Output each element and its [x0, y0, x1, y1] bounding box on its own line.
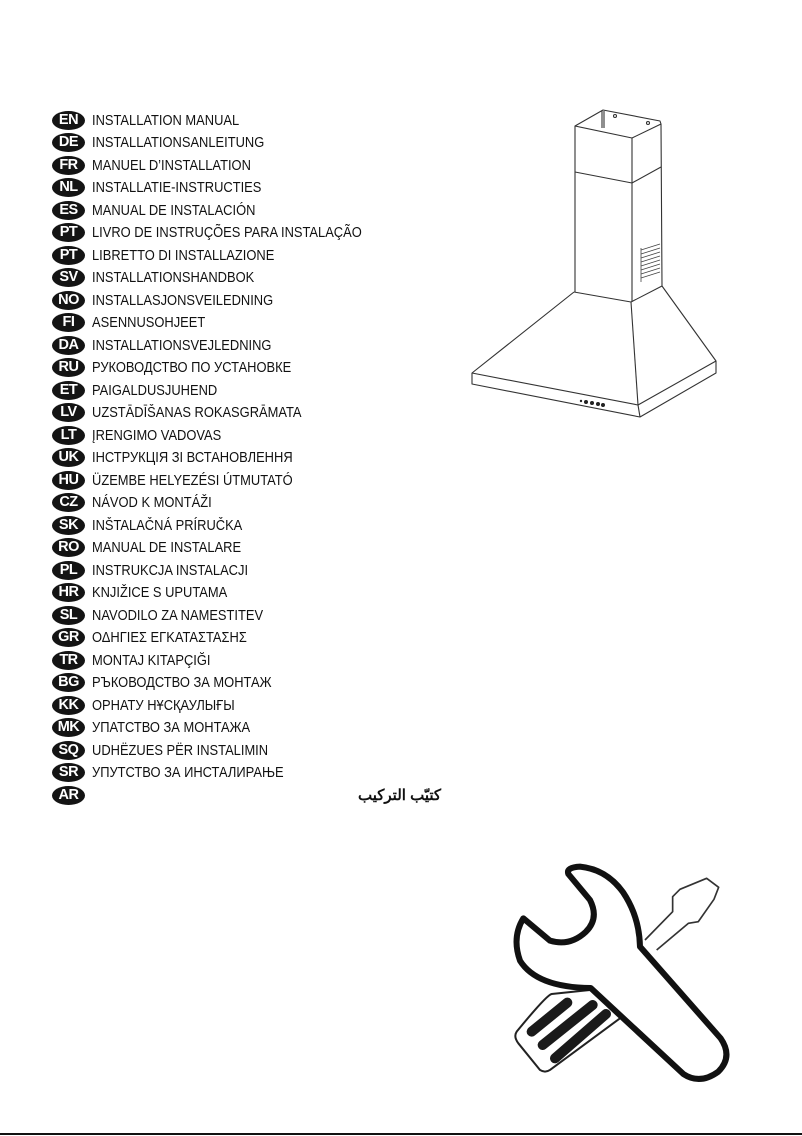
manual-title: UDHËZUES PËR INSTALIMIN — [92, 741, 269, 759]
manual-title: УПУТСТВО ЗА ИНСТАЛИРАЊЕ — [92, 764, 284, 782]
manual-title: ΟΔΗΓΙΕΣ ΕΓΚΑΤΑΣΤΑΣΗΣ — [92, 629, 247, 647]
wrench-screwdriver-icon — [515, 867, 726, 1079]
language-code-badge: PL — [52, 561, 85, 580]
language-code-badge: ES — [52, 201, 85, 220]
vent-grille — [641, 244, 660, 282]
language-code-badge: SL — [52, 606, 85, 625]
language-code-badge: PT — [52, 223, 85, 242]
manual-title: MONTAJ KITAPÇIĞI — [92, 651, 211, 669]
manual-title: INSTALLATIONSHANDBOK — [92, 269, 255, 287]
language-code-badge: TR — [52, 651, 85, 670]
manual-title: MANUAL DE INSTALARE — [92, 539, 242, 557]
manual-title: KNJIŽICE S UPUTAMA — [92, 584, 228, 602]
manual-title: INSTALLASJONSVEILEDNING — [92, 291, 274, 309]
manual-title: INSTALLATIE-INSTRUCTIES — [92, 179, 262, 197]
manual-title: РУКОВОДСТВО ПО УСТАНОВКЕ — [92, 359, 292, 377]
manual-title: LIBRETTO DI INSTALLAZIONE — [92, 246, 275, 264]
language-code-badge: LV — [52, 403, 85, 422]
language-code-badge: HU — [52, 471, 85, 490]
bottom-rule — [0, 1133, 802, 1135]
language-code-badge: BG — [52, 673, 85, 692]
manual-title: INSTALLATION MANUAL — [92, 111, 240, 129]
language-code-badge: UK — [52, 448, 85, 467]
manual-title: PAIGALDUSJUHEND — [92, 381, 218, 399]
language-code-badge: KK — [52, 696, 85, 715]
manual-title: NÁVOD K MONTÁŽI — [92, 494, 212, 512]
manual-title: INŠTALAČNÁ PRÍRUČKA — [92, 516, 243, 534]
language-code-badge: SV — [52, 268, 85, 287]
manual-title: ÜZEMBE HELYEZÉSI ÚTMUTATÓ — [92, 471, 293, 489]
language-code-badge: AR — [52, 786, 85, 805]
language-code-badge: DA — [52, 336, 85, 355]
language-code-badge: SK — [52, 516, 85, 535]
language-code-badge: SR — [52, 763, 85, 782]
language-code-badge: NO — [52, 291, 85, 310]
manual-title: MANUEL D’INSTALLATION — [92, 156, 251, 174]
language-code-badge: DE — [52, 133, 85, 152]
manual-title: УПАТСТВО ЗА МОНТАЖА — [92, 719, 251, 737]
manual-title: MANUAL DE INSTALACIÓN — [92, 201, 256, 219]
language-code-badge: FI — [52, 313, 85, 332]
language-code-badge: LT — [52, 426, 85, 445]
cooker-hood-drawing — [472, 110, 716, 417]
manual-title: ĮRENGIMO VADOVAS — [92, 426, 222, 444]
manual-title: INSTRUKCJA INSTALACJI — [92, 561, 249, 579]
manual-title: كتيّب التركيب — [358, 787, 442, 805]
manual-title: ASENNUSOHJEET — [92, 314, 206, 332]
language-code-badge: PT — [52, 246, 85, 265]
language-code-badge: NL — [52, 178, 85, 197]
language-code-badge: GR — [52, 628, 85, 647]
language-code-badge: CZ — [52, 493, 85, 512]
manual-title: ІНСТРУКЦІЯ ЗІ ВСТАНОВЛЕННЯ — [92, 449, 293, 467]
language-code-badge: EN — [52, 111, 85, 130]
manual-title: INSTALLATIONSVEJLEDNING — [92, 336, 272, 354]
manual-title: РЪКОВОДСТВО ЗА МОНТАЖ — [92, 674, 272, 692]
language-code-badge: RO — [52, 538, 85, 557]
language-code-badge: SQ — [52, 741, 85, 760]
manual-title: NAVODILO ZA NAMESTITEV — [92, 606, 264, 624]
language-code-badge: FR — [52, 156, 85, 175]
manual-title: ОРНАТУ НҰСҚАУЛЫҒЫ — [92, 696, 235, 714]
manual-title: UZSTĀDĪŠANAS ROKASGRĀMATA — [92, 404, 302, 422]
language-code-badge: HR — [52, 583, 85, 602]
language-code-badge: RU — [52, 358, 85, 377]
manual-title: LIVRO DE INSTRUÇÕES PARA INSTALAÇÃO — [92, 224, 362, 242]
manual-title: INSTALLATIONSANLEITUNG — [92, 134, 265, 152]
language-code-badge: ET — [52, 381, 85, 400]
language-code-badge: MK — [52, 718, 85, 737]
